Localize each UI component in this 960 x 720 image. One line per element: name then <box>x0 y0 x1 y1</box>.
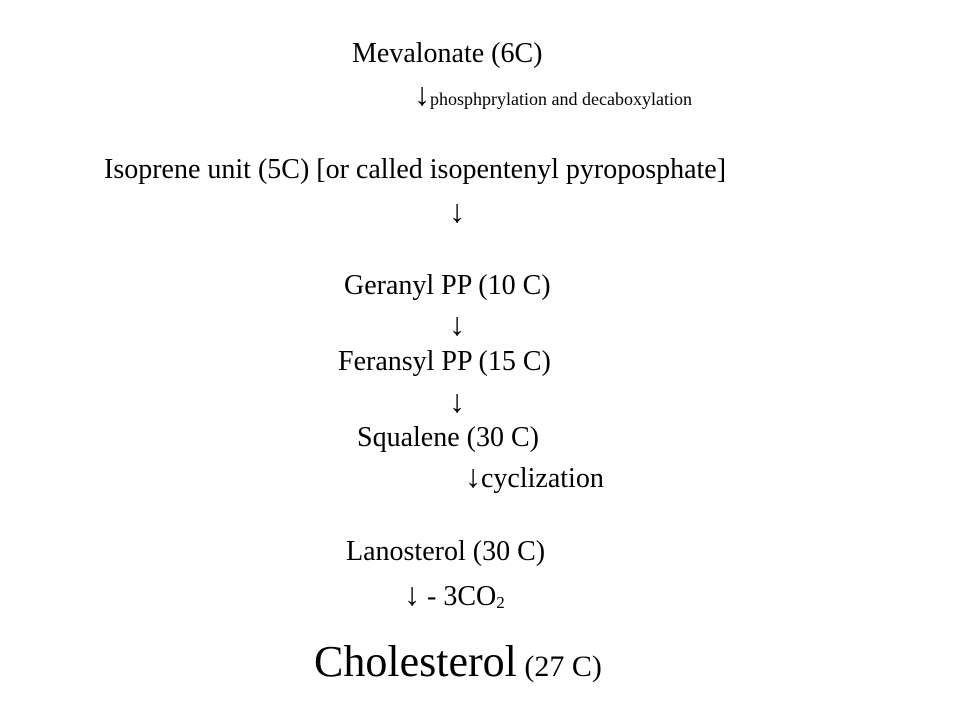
cholesterol-label: Cholesterol <box>314 637 517 686</box>
feransyl-pp-label: Feransyl PP (15 C) <box>338 346 551 377</box>
down-arrow-icon: ↓ <box>449 193 465 229</box>
isoprene-unit-label: Isoprene unit (5C) [or called isopentenyl pyroposphate] <box>104 154 727 185</box>
mevalonate-label: Mevalonate (6C) <box>352 38 543 69</box>
co2-loss-label: - 3CO <box>420 581 497 612</box>
lanosterol-label: Lanosterol (30 C) <box>346 536 546 567</box>
step-arrow-phosphorylation <box>414 78 692 110</box>
squalene-label: Squalene (30 C) <box>357 422 539 453</box>
down-arrow-icon: ↓ <box>404 576 420 612</box>
step-arrow-decarboxylation <box>404 578 505 611</box>
cholesterol-carbon-count: (27 C) <box>516 650 602 683</box>
cyclization-label: cyclization <box>481 463 604 494</box>
phosphorylation-label: phosphprylation and decaboxylation <box>430 89 692 109</box>
down-arrow-icon: ↓ <box>449 306 465 342</box>
co2-subscript: 2 <box>496 593 505 612</box>
step-arrow-cyclization <box>465 460 604 493</box>
down-arrow-icon: ↓ <box>465 458 481 494</box>
cholesterol-product <box>314 637 602 686</box>
down-arrow-icon: ↓ <box>449 383 465 419</box>
down-arrow-icon: ↓ <box>414 76 430 112</box>
geranyl-pp-label: Geranyl PP (10 C) <box>344 270 551 301</box>
